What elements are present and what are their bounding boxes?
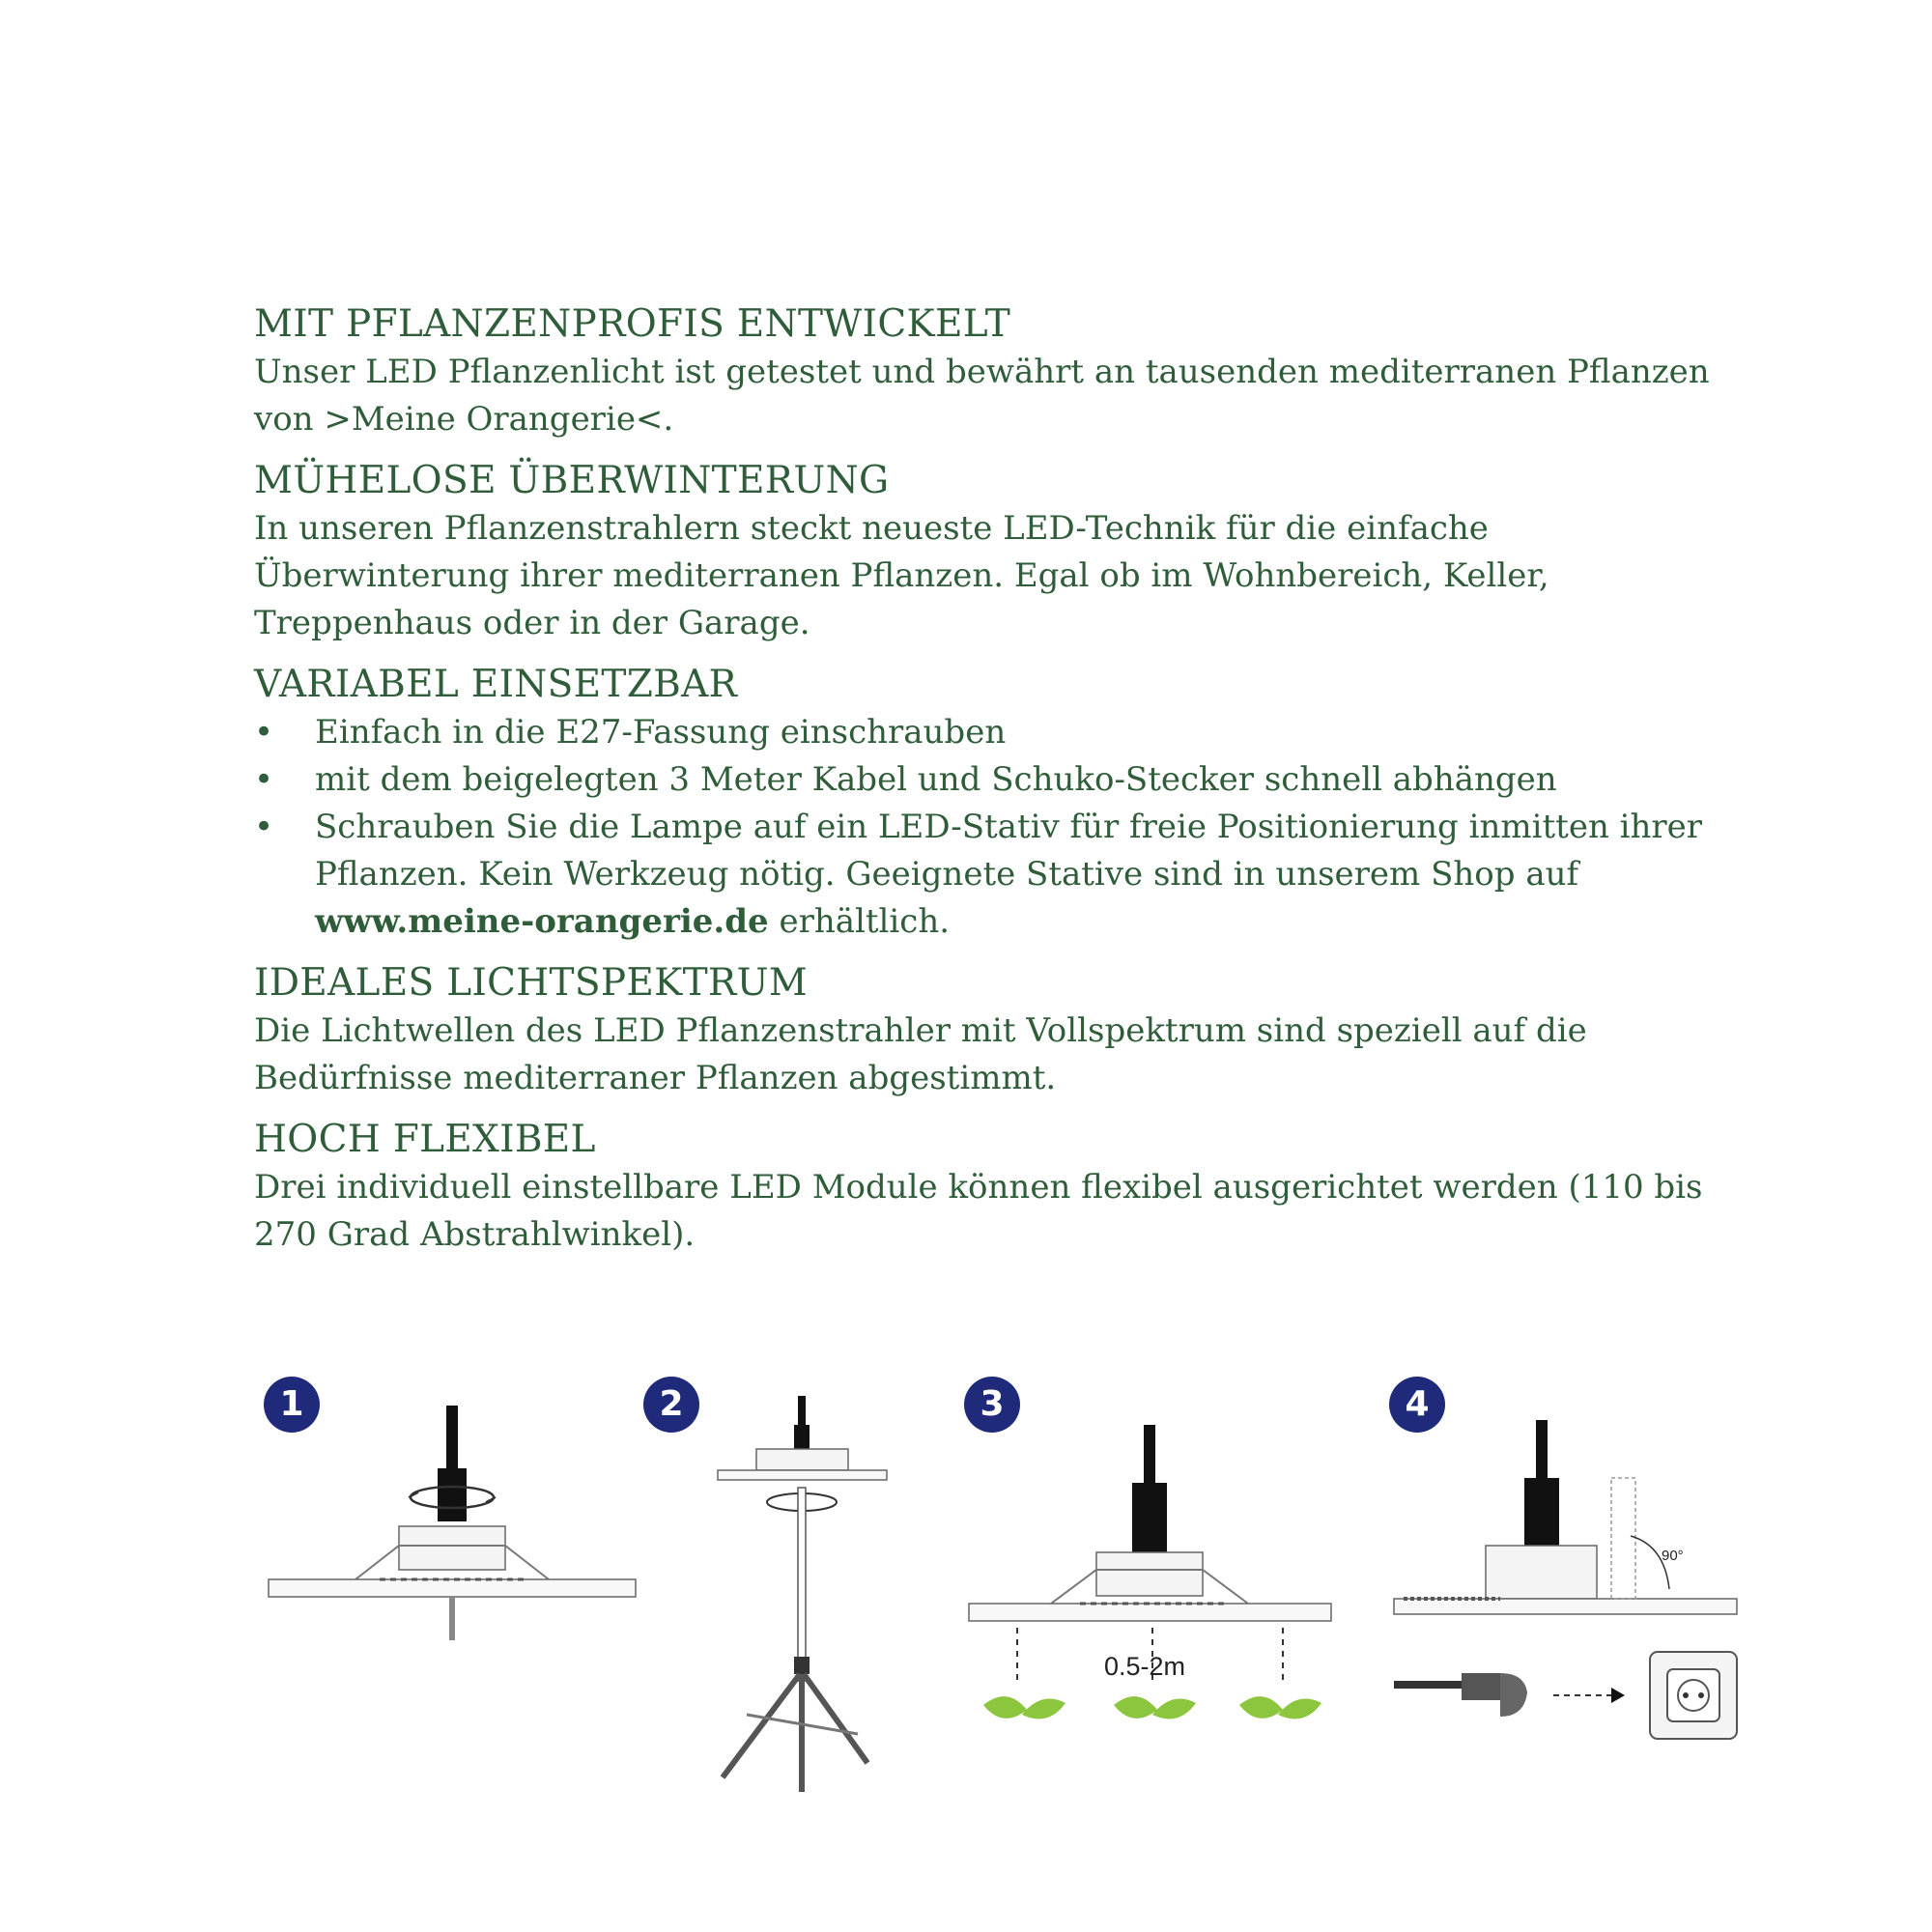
bullet-list (254, 709, 1732, 946)
shop-link[interactable]: www.meine-orangerie.de (315, 902, 769, 941)
section-overwintering (254, 457, 1732, 647)
section-heading: VARIABEL EINSETZBAR (254, 663, 738, 706)
step-badge-3: 3 (964, 1377, 1020, 1433)
section-heading: MÜHELOSE ÜBERWINTERUNG (254, 459, 890, 502)
section-heading: IDEALES LICHTSPEKTRUM (254, 961, 808, 1005)
lamp-socket-illustration (264, 1406, 640, 1715)
section-heading: MIT PFLANZENPROFIS ENTWICKELT (254, 302, 1011, 346)
list-item: • mit dem beigelegten 3 Meter Kabel und Schuko-Stecker schnell abhängen (254, 756, 1732, 804)
section-paragraph: Die Lichtwellen des LED Pflanzenstrahler mit Vollspektrum sind speziell auf die Bedürfnisse mediterraner Pflanzen abgestimmt. (254, 1011, 1587, 1097)
section-variable (254, 661, 1732, 946)
bullet-icon: • (254, 760, 274, 799)
hanging-lamp-illustration (964, 1425, 1341, 1753)
bullet-icon: • (254, 808, 274, 846)
wall-mount-illustration (1389, 1420, 1747, 1787)
step-badge-2: 2 (643, 1377, 699, 1433)
leaf-icon (983, 1696, 1321, 1719)
step-badge-1: 1 (264, 1377, 320, 1433)
content (254, 300, 1732, 1272)
section-paragraph: In unseren Pflanzenstrahlern steckt neueste LED-Technik für die einfache Überwinterung ihrer mediterranen Pflanzen. Egal ob im Wohnbereich, Keller, Treppenhaus oder in der Garage. (254, 509, 1549, 642)
tripod-illustration (713, 1396, 896, 1802)
section-paragraph: Unser LED Pflanzenlicht ist getestet und bewährt an tausenden mediterranen Pflanzen von >Meine Orangerie<. (254, 353, 1710, 439)
list-item: • Schrauben Sie die Lampe auf ein LED-Stativ für freie Positionierung inmitten ihrer Pflanzen. Kein Werkzeug nötig. Geeignete Stative sind in unserem Shop auf www.meine-orangerie.de erhältlich. (254, 804, 1732, 946)
section-flexible (254, 1116, 1732, 1259)
distance-label: 0.5-2m (1104, 1652, 1186, 1681)
angle-label: 90° (1662, 1548, 1684, 1564)
section-spectrum (254, 959, 1732, 1102)
section-heading: HOCH FLEXIBEL (254, 1118, 596, 1161)
list-item: • Einfach in die E27-Fassung einschrauben (254, 709, 1732, 756)
section-paragraph: Drei individuell einstellbare LED Module können flexibel ausgerichtet werden (110 bis 270 Grad Abstrahlwinkel). (254, 1168, 1703, 1254)
section-developed (254, 300, 1732, 443)
installation-steps (254, 1372, 1761, 1797)
step-badge-4: 4 (1389, 1377, 1445, 1433)
bullet-icon: • (254, 713, 274, 752)
